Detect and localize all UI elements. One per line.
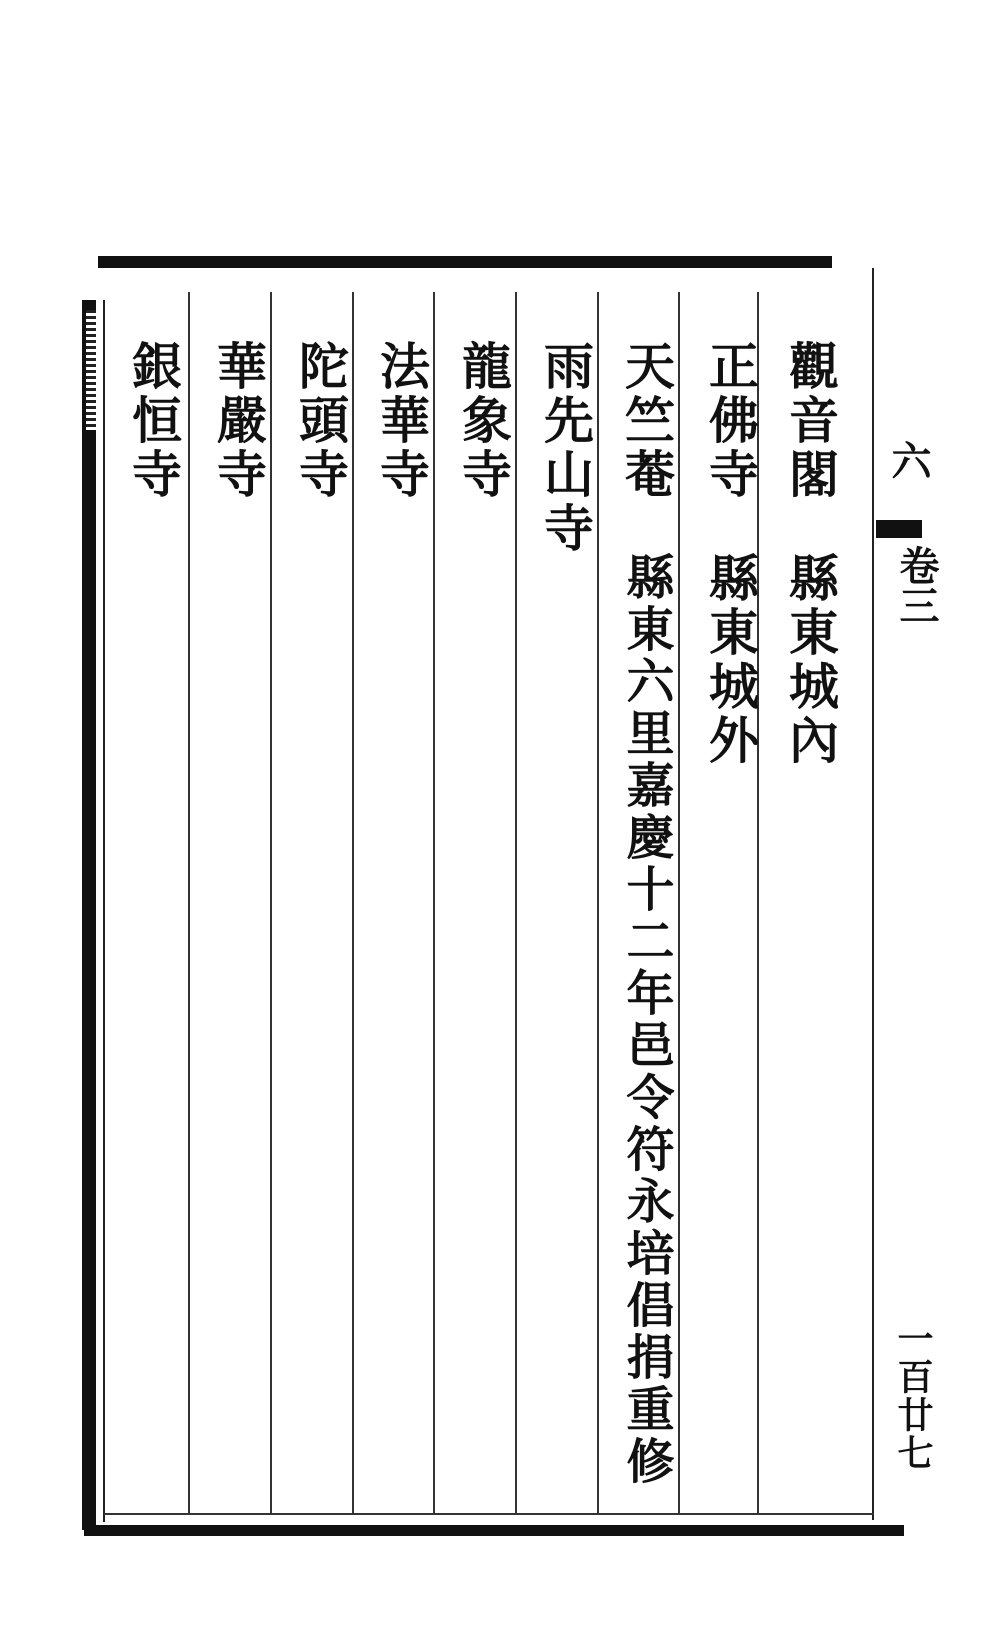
text-column xyxy=(611,340,681,1488)
margin-fishtail-mark xyxy=(876,520,922,538)
temple-name: 華嚴寺 xyxy=(209,340,268,502)
temple-location: 縣東城內 xyxy=(781,552,840,768)
text-column xyxy=(366,340,436,502)
temple-name: 雨先山寺 xyxy=(536,340,595,556)
temple-location: 縣東六里嘉慶十二年邑令符永培倡捐重修 xyxy=(618,552,674,1488)
frame-right-border xyxy=(872,268,874,1520)
page-edge-texture xyxy=(86,310,96,430)
text-column xyxy=(203,340,273,502)
temple-name: 天竺菴 xyxy=(617,340,676,502)
frame-left-inner-rule xyxy=(103,300,105,1522)
temple-name: 陀頭寺 xyxy=(291,340,350,502)
text-column xyxy=(775,340,845,768)
text-column xyxy=(530,340,600,556)
temple-name: 龍象寺 xyxy=(454,340,513,502)
text-column xyxy=(285,340,355,502)
temple-name: 正佛寺 xyxy=(701,340,760,502)
margin-upper-char: 六 xyxy=(885,440,932,480)
frame-left-border xyxy=(82,300,96,1530)
text-column xyxy=(118,340,188,502)
frame-top-border xyxy=(98,256,832,268)
temple-location: 縣東城外 xyxy=(701,552,760,768)
text-column xyxy=(448,340,518,502)
margin-folio-number: 一百廿七 xyxy=(892,1320,934,1472)
frame-bottom-border xyxy=(84,1525,904,1536)
temple-name: 銀恒寺 xyxy=(124,340,183,502)
temple-name: 法華寺 xyxy=(372,340,431,502)
temple-name: 觀音閣 xyxy=(781,340,840,502)
margin-juan-label: 卷三 xyxy=(893,545,940,625)
text-column xyxy=(695,340,765,768)
column-rule xyxy=(188,292,190,1514)
